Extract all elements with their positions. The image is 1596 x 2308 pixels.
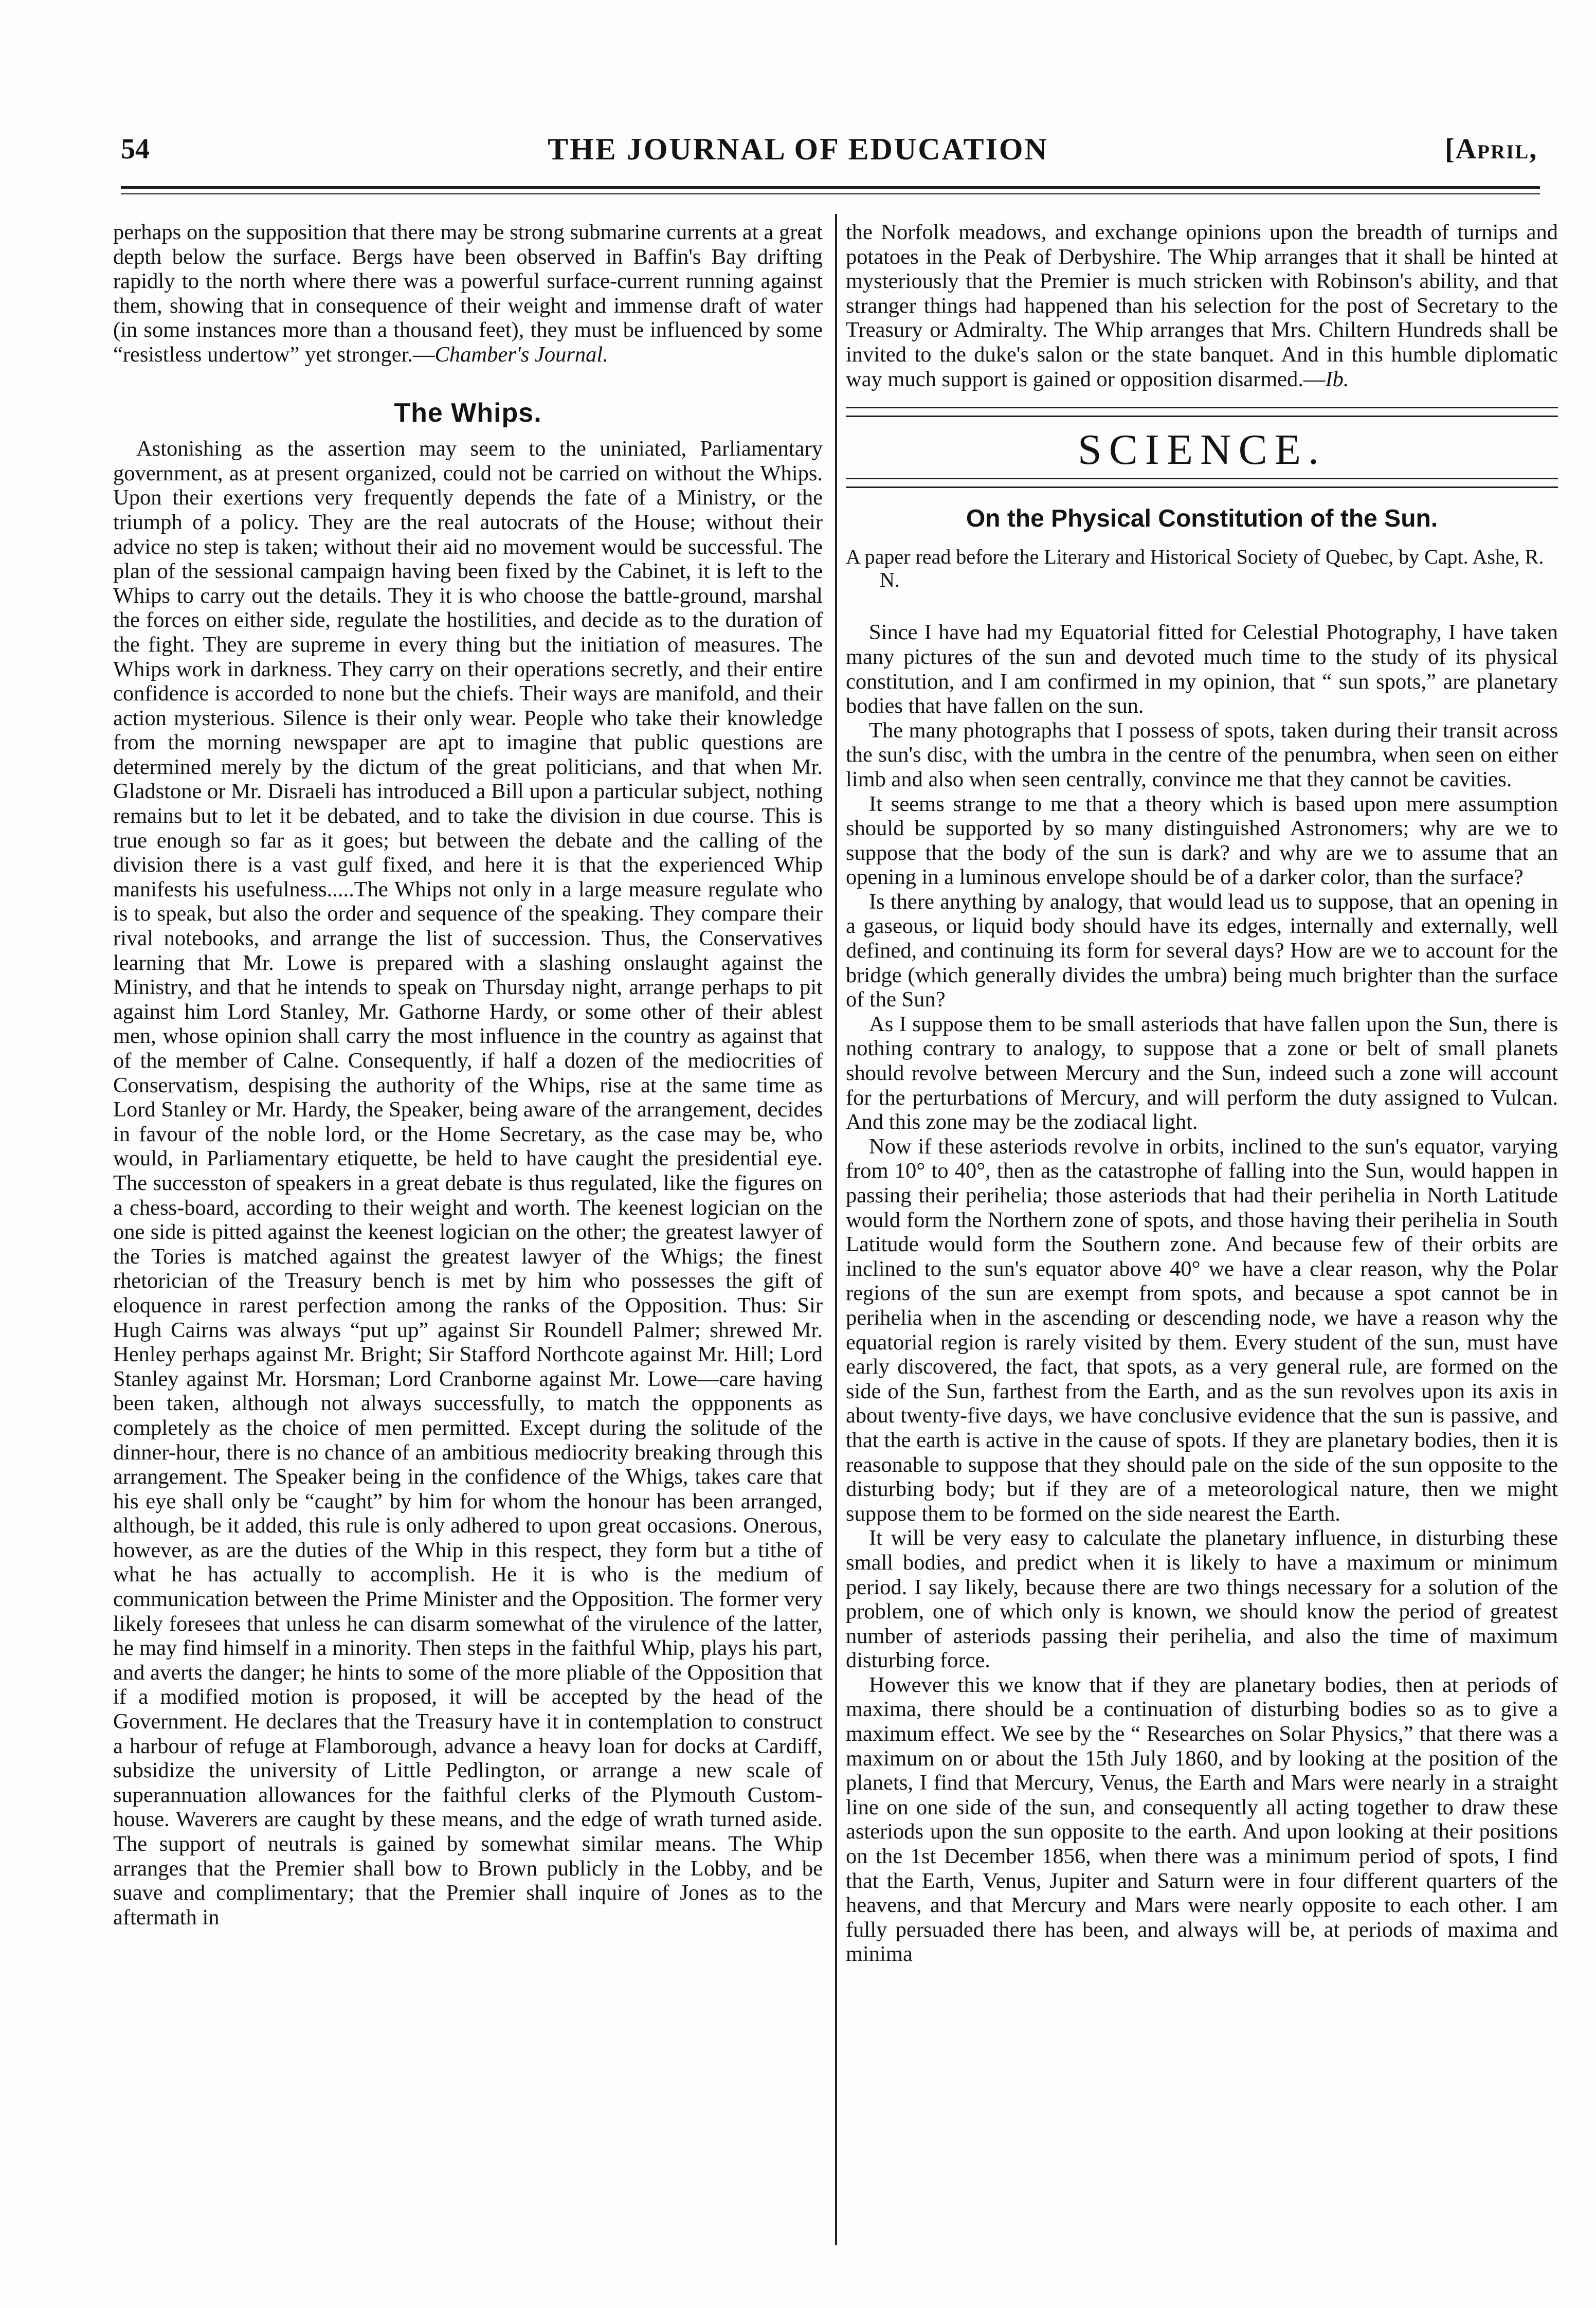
- article-paragraph: Now if these asteriods revolve in orbits, inclined to the sun's equator, varying from 10° to 40°, then as the catastrophe of falling into the Sun, would happen in passing their perihelia; those asteriods that had their perihelia in North Latitude would form the Northern zone of spots, and those having their perihelia in South Latitude would form the Southern zone. And because few of their orbits are inclined to the sun's equator above 40° we have a clear reason, why the Polar regions of the sun are exempt from spots, and because a spot cannot be in perihelia when in the ascending or descending node, we have a reason why the equatorial region is rarely visited by them. Every student of the sun, must have early discovered, the fact, that spots, as a very general rule, are formed on the side of the Sun, farthest from the Earth, and as the sun revolves upon its axis in about twenty-five days, we have conclusive evidence that the sun is passive, and that the earth is active in the cause of spots. If they are planetary bodies, then it is reasonable to suppose that they should pale on the side of the sun opposite to the disturbing body; but if they are of a meteorological nature, then we might suppose them to be formed on the side nearest the Earth.: [846, 1134, 1558, 1526]
- issue-month: [April,: [1445, 133, 1538, 165]
- article-paragraph: However this we know that if they are planetary bodies, then at periods of maxima, there should be a continuation of disturbing bodies so as to give a maximum effect. We see by the “ Researches on Solar Physics,” that there was a maximum on or about the 15th July 1860, and by looking at the position of the planets, I find that Mercury, Venus, the Earth and Mars were nearly in a straight line on one side of the sun, and consequently all acting together to draw these asteriods upon the sun opposite to the earth. And upon looking at their positions on the 1st December 1856, when there was a minimum period of spots, I find that the Earth, Venus, Jupiter and Saturn were in four different quarters of the heavens, and that Mercury and Mars were nearly opposite to each other. I am fully persuaded there has been, and always will be, at periods of maxima and minima: [846, 1672, 1558, 1967]
- source-citation: Ib.: [1325, 367, 1349, 391]
- left-column: [113, 220, 823, 1930]
- article-paragraph: Is there anything by analogy, that would lead us to suppose, that an opening in a gaseous, or liquid body should have its edges, internally and externally, well defined, and continuing its form for several days? How are we to account for the bridge (which generally divides the umbra) being much brighter than the surface of the Sun?: [846, 889, 1558, 1012]
- section-rule: [846, 478, 1558, 488]
- whips-continuation-text: the Norfolk meadows, and exchange opinions upon the breadth of turnips and potatoes in the Peak of Derbyshire. The Whip arranges that it shall be hinted at mysteriously that the Premier is much stricken with Robinson's ability, and that stranger things had happened than his selection for the post of Secretary to the Treasury or Admiralty. The Whip arranges that Mrs. Chiltern Hundreds shall be invited to the duke's salon or the state banquet. And in this humble diplomatic way much support is gained or opposition disarmed.—Ib.: [846, 220, 1558, 391]
- article-heading-whips: The Whips.: [394, 398, 542, 428]
- page-number: 54: [121, 133, 150, 165]
- article-paragraph: Since I have had my Equatorial fitted for Celestial Photography, I have taken many pictures of the sun and devoted much time to the study of its physical constitution, and I am confirmed in my opinion, that “ sun spots,” are planetary bodies that have fallen on the sun.: [846, 620, 1558, 718]
- article-paragraph: It seems strange to me that a theory which is based upon mere assumption should be supported by so many distinguished Astronomers; why are we to suppose that the body of the sun is dark? and why are we to assume that an opening in a luminous envelope should be of a darker color, than the surface?: [846, 791, 1558, 890]
- header-rule-bottom: [121, 193, 1540, 194]
- article-byline: A paper read before the Literary and Historical Society of Quebec, by Capt. Ashe, R. N.: [846, 545, 1544, 592]
- column-divider: [835, 214, 837, 2245]
- continued-article-text: perhaps on the supposition that there may be strong submarine currents at a great depth below the surface. Bergs have been observed in Baffin's Bay drifting rapidly to the north where there was a powerful surface-current running against them, showing that in consequence of their weight and immense draft of water (in some instances more than a thousand feet), they must be influenced by some “resistless undertow” yet stronger.—Chamber's Journal.: [113, 220, 823, 367]
- header-rule-top: [121, 186, 1540, 189]
- source-citation: Chamber's Journal.: [434, 342, 608, 367]
- section-rule: [846, 407, 1558, 417]
- section-title: SCIENCE.: [1077, 426, 1327, 474]
- article-paragraph: As I suppose them to be small asteriods that have fallen upon the Sun, there is nothing contrary to analogy, to suppose that a zone or belt of small planets should revolve between Mercury and the Sun, indeed such a zone will account for the perturbations of Mercury, and will perform the duty assigned to Vulcan. And this zone may be the zodiacal light.: [846, 1012, 1558, 1134]
- article-paragraph: It will be very easy to calculate the planetary influence, in disturbing these small bodies, and predict when it is likely to have a maximum or minimum period. I say likely, because there are two things necessary for a solution of the problem, one of which only is known, we should know the period of greatest number of asteriods passing their perihelia, and also the time of maximum disturbing force.: [846, 1526, 1558, 1673]
- journal-title: THE JOURNAL OF EDUCATION: [548, 132, 1048, 166]
- article-heading-sun: On the Physical Constitution of the Sun.: [966, 504, 1438, 532]
- page-header: [0, 128, 1596, 174]
- article-paragraph: The many photographs that I possess of spots, taken during their transit across the sun's disc, with the umbra in the centre of the penumbra, when seen on either limb and also when seen centrally, convince me that they cannot be cavities.: [846, 718, 1558, 791]
- whips-article-text: Astonishing as the assertion may seem to the uniniated, Parliamentary government, as at present organized, could not be carried on without the Whips. Upon their exertions very frequently depends the fate of a Ministry, or the triumph of a policy. They are the real autocrats of the House; without their advice no step is taken; without their aid no movement would be successful. The plan of the sessional campaign having been fixed by the Cabinet, it is left to the Whips to carry out the details. They it is who choose the battle-ground, marshal the forces on either side, regulate the hostilities, and decide as to the duration of the fight. They are supreme in every thing but the initiation of measures. The Whips work in darkness. They carry on their operations secretly, and their entire confidence is accorded to none but the chiefs. Their ways are manifold, and their action mysterious. Silence is their only wear. People who take their knowledge from the morning newspaper are apt to imagine that public questions are determined merely by the dictum of the great politicians, and that when Mr. Gladstone or Mr. Disraeli has introduced a Bill upon a particular subject, nothing remains but to let it be debated, and to take the division in due course. This is true enough so far as it goes; but between the debate and the calling of the division there is a vast gulf fixed, and here it is that the experienced Whip manifests his usefulness.....The Whips not only in a large measure regulate who is to speak, but also the order and sequence of the speaking. They compare their rival notebooks, and arrange the list of succession. Thus, the Conservatives learning that Mr. Lowe is prepared with a slashing onslaught against the Ministry, and that he intends to speak on Thursday night, arrange perhaps to pit against him Lord Stanley, Mr. Gathorne Hardy, or some other of their ablest men, whose opinion shall carry the most influence in the country as against that of the member of Calne. Consequently, if half a dozen of the mediocrities of Conservatism, despising the authority of the Whips, rise at the same time as Lord Stanley or Mr. Hardy, the Speaker, being aware of the arrangement, decides in favour of the noble lord, or the Home Secretary, as the case may be, who would, in Parliamentary etiquette, be held to have caught the presidential eye. The successton of speakers in a great debate is thus regulated, like the figures on a chess-board, according to their weight and worth. The keenest logician on the one side is pitted against the keenest logician on the other; the greatest lawyer of the Tories is matched against the greatest lawyer of the Whigs; the finest rhetorician of the Treasury bench is met by him who possesses the gift of eloquence in rarest perfection among the ranks of the Opposition. Thus: Sir Hugh Cairns was always “put up” against Sir Roundell Palmer; shrewed Mr. Henley perhaps against Mr. Bright; Sir Stafford Northcote against Mr. Hill; Lord Stanley against Mr. Horsman; Lord Cranborne against Mr. Lowe—care having been taken, although not always successfully, to match the oppponents as completely as the choice of men permitted. Except during the solitude of the dinner-hour, there is no chance of an ambitious mediocrity breaking through this arrangement. The Speaker being in the confidence of the Whigs, takes care that his eye shall only be “caught” by him for whom the honour has been arranged, although, be it added, this rule is only adhered to upon great occasions. Onerous, however, as are the duties of the Whip in this respect, they form but a tithe of what he has actually to accomplish. He it is who is the medium of communication between the Prime Minister and the Opposition. The former very likely foresees that unless he can disarm somewhat of the virulence of the latter, he may find himself in a minority. Then steps in the faithful Whip, plays his part, and averts the danger; he hints to some of the more pliable of the Opposition that if a modified motion is proposed, it will be accepted by the head of the Government. He declares that the Treasury have it in contemplation to construct a harbour of refuge at Flamborough, advance a heavy loan for docks at Cardiff, subsidize the university of Little Pedlington, or arrange a new scale of superannuation allowances for the faithful clerks of the Plymouth Custom-house. Waverers are caught by these means, and the edge of wrath turned aside. The support of neutrals is gained by somewhat similar means. The Whip arranges that the Premier shall bow to Brown publicly in the Lobby, and be suave and complimentary; that the Premier shall inquire of Jones as to the aftermath in: [113, 437, 823, 1930]
- right-column: [846, 220, 1558, 1967]
